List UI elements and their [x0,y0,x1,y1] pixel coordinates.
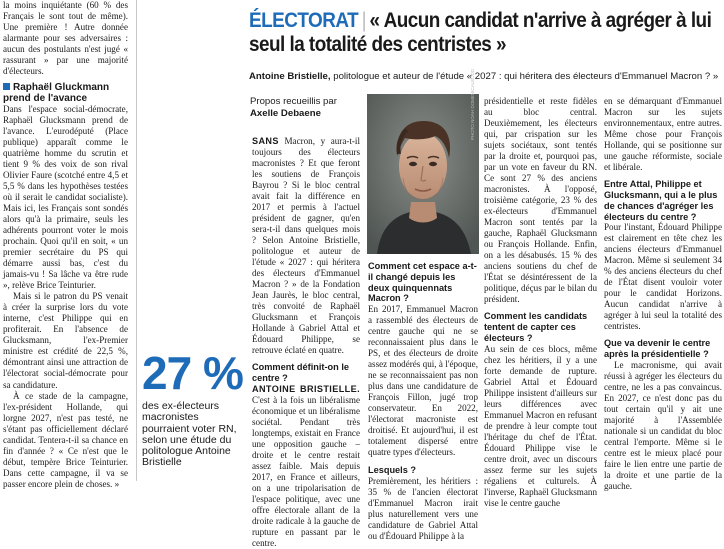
answer-text: C'est à la fois un libéralisme économique et un libéralisme sociétal. Pendant très longtemps, existait en France une opposition gauche – droite et le centre restait assez faible. Mais depuis 2017, en France et ailleurs, on a une tripolarisation de l'espace politique, avec une offre électorale allant de la droite radicale à la gauche de rupture en passant par le centre. [252,394,360,549]
paragraph: la moins inquiétante (60 % des Français le sont tout de même). Une première ! Autre donnée alarmante pour ses adversaires : aucun des postulants n'est jugé « rassurant » par une majorité d'électeurs. [3,0,128,77]
bullet-square-icon [3,83,10,90]
answer-paragraph: Premièrement, les héritiers : 35 % de l'ancien électorat d'Emmanuel Macron irait plus naturellement vers une candidature de Gabriel Attal ou d'Édouard Philippe à la [368,476,478,542]
photo-credit: PHOTO NOAH DOMENICALE/JDD [470,68,475,140]
kicker-separator: | [361,8,367,32]
interview-column-2 [368,261,478,542]
callout-number: 27 % [142,347,243,399]
interview-question: Que va devenir le centre après la présidentielle ? [604,338,711,360]
byline-name: Antoine Bristielle, [249,71,331,82]
answer-paragraph: Pour l'instant, Édouard Philippe est clairement en tête chez les anciens électeurs d'Emmanuel Macron. Même si seulement 34 % des anciens électeurs du chef de l'État disent vouloir voter pour le candidat Horizons. Aucun candidat n'arrive à agréger à lui seul la totalité des centristes. [604,222,722,332]
interview-question: Comment définit-on le centre ? [252,362,349,384]
paragraph [252,136,360,356]
article-headline [249,8,719,56]
interview-column-1 [252,136,360,549]
paragraph [252,384,360,549]
column-divider [136,0,137,481]
interview-question: Comment les candidats tentent de capter ces électeurs ? [484,311,588,343]
subheading-line: prend de l'avance [3,93,88,105]
answer-paragraph: Le macronisme, qui avait réussi à agréger les électeurs du centre, ne les a pas convaincus. En 2027, ce n'est donc pas du tout certain qu'il y ait une majorité à l'Assemblée nationale si un candidat du bloc central l'emporte. Même si le centre est le mieux placé pour faire le lien entre une partie de la droite et une partie de la gauche. [604,360,722,492]
subheading [3,82,128,104]
answer-paragraph: Au sein de ces blocs, même chez les héritiers, il y a une forte demande de rupture. Gabriel Attal et Édouard Philippe insistent d'ailleurs sur leurs différences avec Emmanuel Macron en refusant de prendre à leur compte tout l'héritage du chef de l'État. Édouard Philippe vise le centre droit, avec un discours assez ferme sur les sujets régaliens et culturels. À l'inverse, Raphaël Glucksmann vise le centre gauche [484,343,598,508]
answer-paragraph: En 2017, Emmanuel Macron a rassemblé des électeurs de centre gauche qui ne se reconnaissaient plus dans le PS, et des électeurs de droite assez modérés qui, à l'époque, ne se reconnaissaient pas non plus dans une candidature de François Fillon, jugé trop conservateur. En 2022, l'électorat macroniste est droitisé. Et aujourd'hui, il est totalement dispersé entre quatre types d'électeurs. [368,304,478,458]
headline-text: « Aucun candidat n'arrive à agréger à lui seul la totalité des centristes » [249,8,712,56]
paragraph: Dans l'espace social-démocrate, Raphaël Glucksmann prend de l'avance. L'eurodéputé (Place publique) apparaît comme le quatrième homme du scrutin et tient 9 % des voix de son rival Olivier Faure (scotché entre 4,5 et 5,5 % dans les hypothèses testées où il serait le candidat socialiste). Mais ici, les Français sont sondés alors qu'à la primaire, seuls les adhérents pourront voter le mois prochain. Quoi qu'il en soit, « un premier secrétaire du PS qui démarre aussi bas, c'est du jamais-vu ! Sa lâche va être rude », relève Brice Teinturier. [3,104,128,291]
section-kicker: ÉLECTORAT [249,8,359,32]
interview-column-3 [484,96,597,509]
interview-question: Comment cet espace a-t-il changé depuis les deux quinquennats Macron ? [368,261,477,304]
byline [249,71,719,83]
credit-line: Propos recueillis par [250,96,337,107]
answer-paragraph: présidentielle et reste fidèles au bloc central. Deuxièmement, les électeurs qui, par crispation sur les sujets sociétaux, sont tentés par la droite et, pourquoi pas, par un vote en faveur du RN. Ce sont 27 % des anciens macronistes. À l'opposé, troisième catégorie, 23 % des ex-électeurs d'Emmanuel Macron sont tentés par la gauche, Raphaël Glucksmann ou François Hollande. Enfin, on a les désabusés. 15 % des anciens soutiens du chef de l'État se désintéressent de la politique, déçus par le bilan du président. [484,96,597,305]
lead-text: Macron, y aura-t-il toujours des électeurs macronistes ? Et que feront les soutiens de François Bayrou ? Si le bloc central avait fait la différence en 2017 et permis à l'actuel président de gagner, qu'en sera-t-il dans quelques mois ? Selon Antoine Bristielle, politologue et auteur de l'étude « 2027 : qui héritera des électeurs d'Emmanuel Macron ? » de la Fondation Jean Jaurès, le bloc central, très convoité de Raphaël Glucksmann et François Hollande à Gabriel Attal et Édouard Philippe, se retrouve éclaté en quatre. [252,136,360,356]
interview-column-4 [604,96,722,492]
interview-question: Entre Attal, Philippe et Glucksmann, qui a le plus de chances d'agréger les électeurs du centre ? [604,179,718,222]
journalist-name: Axelle Debaene [250,108,321,119]
callout-text: des ex-électeurs macronistes pourraient voter RN, selon une étude du politologue Antoine Bristielle [142,400,237,469]
subheading-line: Raphaël Gluckmann [13,82,110,94]
previous-article-column [3,0,128,490]
answer-paragraph: en se démarquant d'Emmanuel Macron sur les sujets environnementaux, entre autres. Même chose pour François Hollande, qui se positionne sur une gauche réformiste, sociale et libérale. [604,96,722,173]
paragraph: À ce stade de la campagne, l'ex-président Hollande, qui lorgne 2027, n'est pas testé, ne s'étant pas officiellement déclaré candidat. Tentera-t-il sa chance en fin d'année ? « Ce n'est que le début, tempère Brice Teinturier. Dans cette campagne, il va se passer encore plein de choses. » [3,390,128,489]
portrait-illustration [367,94,479,254]
paragraph: Mais si le patron du PS venait à créer la surprise lors du vote interne, c'est Philippe qui en profiterait. En l'absence de Glucksmann, l'ex-Premier ministre est crédité de 22,5 %, démontrant ainsi une attraction de l'électorat social-démocrate pour sa candidature. [3,291,128,390]
byline-role: politologue et auteur de l'étude « 2027 : qui héritera des électeurs d'Emmanuel Macron ? » [330,71,719,82]
interviewee-name: ANTOINE BRISTIELLE. [252,383,360,394]
lead-word: SANS [252,136,279,146]
portrait-photo [367,94,479,254]
interview-question: Lesquels ? [368,465,416,476]
interview-credit [250,96,360,120]
